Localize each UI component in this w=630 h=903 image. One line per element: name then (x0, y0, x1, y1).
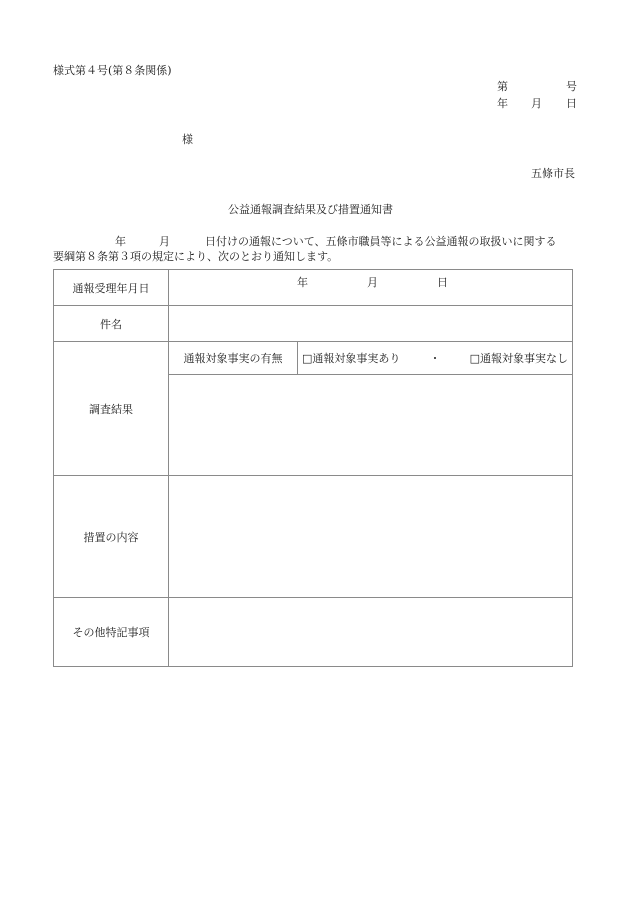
result-label: 調査結果 (54, 342, 169, 476)
option-separator: ・ (429, 352, 441, 365)
notification-table (53, 269, 573, 667)
doc-number-suffix: 号 (566, 80, 577, 93)
other-notes-row (54, 598, 573, 667)
body-line2: 要綱第８条第３項の規定により、次のとおり通知します。 (53, 250, 339, 263)
presence-cell (169, 342, 573, 375)
presence-label: 通報対象事実の有無 (169, 342, 298, 374)
measures-field[interactable] (169, 476, 573, 598)
measures-row (54, 476, 573, 598)
other-notes-field[interactable] (169, 598, 573, 667)
subject-field[interactable] (169, 306, 573, 342)
receipt-day: 日 (437, 276, 448, 289)
subject-row (54, 306, 573, 342)
receipt-date-row (54, 270, 573, 306)
addressee-suffix: 様 (182, 133, 193, 146)
option-fact-none[interactable]: □通報対象事実なし (469, 352, 568, 365)
subject-label: 件名 (54, 306, 169, 342)
result-presence-row (54, 342, 573, 375)
issue-date-month: 月 (531, 97, 542, 110)
receipt-year: 年 (297, 276, 308, 289)
body-year: 年 (115, 235, 126, 248)
issue-date-day: 日 (566, 97, 577, 110)
receipt-date-label: 通報受理年月日 (54, 270, 169, 306)
body-line1: 日付けの通報について、五條市職員等による公益通報の取扱いに関する (205, 235, 557, 248)
issue-date-year: 年 (497, 97, 508, 110)
body-month: 月 (159, 235, 170, 248)
result-detail-field[interactable] (169, 375, 573, 476)
other-notes-label: その他特記事項 (54, 598, 169, 667)
receipt-month: 月 (367, 276, 378, 289)
receipt-date-field[interactable] (169, 270, 573, 306)
form-number: 様式第４号(第８条関係) (53, 64, 172, 77)
option-fact-exists[interactable]: □通報対象事実あり (302, 352, 401, 365)
document-title: 公益通報調査結果及び措置通知書 (228, 203, 393, 216)
measures-label: 措置の内容 (54, 476, 169, 598)
issuer: 五條市長 (531, 167, 575, 180)
doc-number-prefix: 第 (497, 80, 508, 93)
